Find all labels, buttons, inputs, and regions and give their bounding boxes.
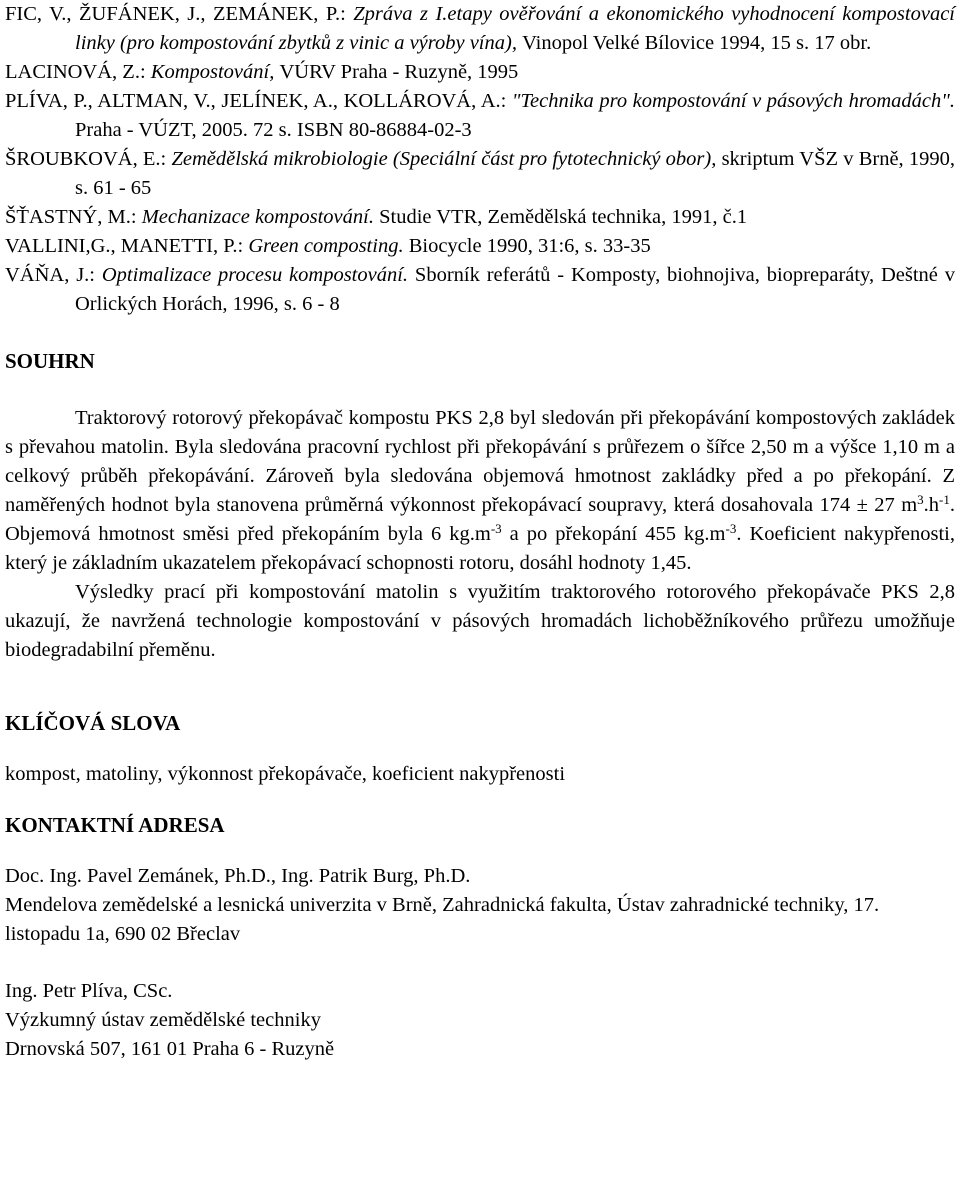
reference-authors: ŠROUBKOVÁ, E.: xyxy=(5,148,172,170)
reference-sroubkova xyxy=(5,145,955,203)
contact-heading: KONTAKTNÍ ADRESA xyxy=(5,813,225,837)
reference-title: Optimalizace procesu kompostování. xyxy=(101,264,415,286)
reference-authors: VÁŇA, J.: xyxy=(5,264,102,286)
reference-source: Vinopol Velké Bílovice 1994, 15 s. 17 obr. xyxy=(522,32,872,54)
reference-authors: FIC, V., ŽUFÁNEK, J., ZEMÁNEK, P.: xyxy=(5,3,354,25)
reference-stastny xyxy=(5,203,955,232)
reference-authors: ŠŤASTNÝ, M.: xyxy=(5,206,142,228)
summary-heading: SOUHRN xyxy=(5,349,95,373)
reference-source: skriptum VŠZ v Brně, 1990, s. 61 - 65 xyxy=(75,148,955,199)
contact-person-2-institute: Výzkumný ústav zemědělské techniky xyxy=(5,1009,321,1031)
reference-lacinova xyxy=(5,58,955,87)
reference-source: Biocycle 1990, 31:6, s. 33-35 xyxy=(408,235,651,257)
contact-person-2-address: Drnovská 507, 161 01 Praha 6 - Ruzyně xyxy=(5,1038,335,1060)
contact-person-1-address: Mendelova zemědelské a lesnická univerzita v Brně, Zahradnická fakulta, Ústav zahradnické techniky, 17. listopadu 1a, 690 02 Břeclav xyxy=(5,894,880,945)
summary-paragraph-1: Traktorový rotorový překopávač kompostu PKS 2,8 byl sledován při překopávání kompostových zakládek s převahou matolin. Byla sledována pracovní rychlost při překopávání s průřezem o šířce 2,50 m a výšce 1,10 m a celkový průběh překopávání. Zároveň byla sledována objemová hmotnost zakládky před a po překopání. Z naměřených hodnot byla stanovena průměrná výkonnost překopávací soupravy, která dosahovala 174 ± 27 $m^3.h^{-1}$. Objemová hmotnost směsi před překopáním byla 6 $kg.m^{-3}$ a po překopání 455 $kg.m^{-3}$. Koeficient nakypřenosti, který je základním ukazatelem překopávací schopnosti rotoru, dosáhl hodnoty 1,45. xyxy=(5,407,956,574)
reference-authors: LACINOVÁ, Z.: xyxy=(5,61,151,83)
reference-title: Zpráva z I.etapy ověřování a ekonomického vyhodnocení kompostovací linky (pro kompostování zbytků z vinic a výroby vína), xyxy=(75,3,955,54)
reference-title: Kompostování, xyxy=(150,61,280,83)
reference-title: Mechanizace kompostování. xyxy=(141,206,380,228)
reference-source: VÚRV Praha - Ruzyně, 1995 xyxy=(279,61,519,83)
reference-source: Praha - VÚZT, 2005. 72 s. ISBN 80-86884-02-3 xyxy=(75,119,472,141)
keywords-heading: KLÍČOVÁ SLOVA xyxy=(5,711,181,735)
keywords-text: kompost, matoliny, výkonnost překopávače, koeficient nakypřenosti xyxy=(5,763,566,785)
contact-person-2-name: Ing. Petr Plíva, CSc. xyxy=(5,980,173,1002)
reference-authors: PLÍVA, P., ALTMAN, V., JELÍNEK, A., KOLLÁROVÁ, A.: xyxy=(5,90,512,112)
reference-vana xyxy=(5,261,955,319)
reference-fic xyxy=(5,0,955,58)
document-page xyxy=(5,0,955,1064)
reference-title: Zemědělská mikrobiologie (Speciální část pro fytotechnický obor), xyxy=(171,148,722,170)
reference-source: Studie VTR, Zemědělská technika, 1991, č.1 xyxy=(379,206,748,228)
reference-source: Sborník referátů - Komposty, biohnojiva, biopreparáty, Deštné v Orlických Horách, 1996, s. 6 - 8 xyxy=(75,264,955,315)
reference-authors: VALLINI,G., MANETTI, P.: xyxy=(5,235,249,257)
reference-pliva xyxy=(5,87,955,145)
reference-title: Green composting. xyxy=(248,235,409,257)
reference-title: "Technika pro kompostování v pásových hromadách". xyxy=(511,90,955,112)
reference-vallini xyxy=(5,232,955,261)
contact-person-1-names: Doc. Ing. Pavel Zemánek, Ph.D., Ing. Patrik Burg, Ph.D. xyxy=(5,865,471,887)
summary-paragraph-2: Výsledky prací při kompostování matolin s využitím traktorového rotorového překopávače PKS 2,8 ukazují, že navržená technologie kompostování v pásových hromadách lichoběžníkového průřezu umožňuje biodegradabilní přeměnu. xyxy=(5,581,955,661)
